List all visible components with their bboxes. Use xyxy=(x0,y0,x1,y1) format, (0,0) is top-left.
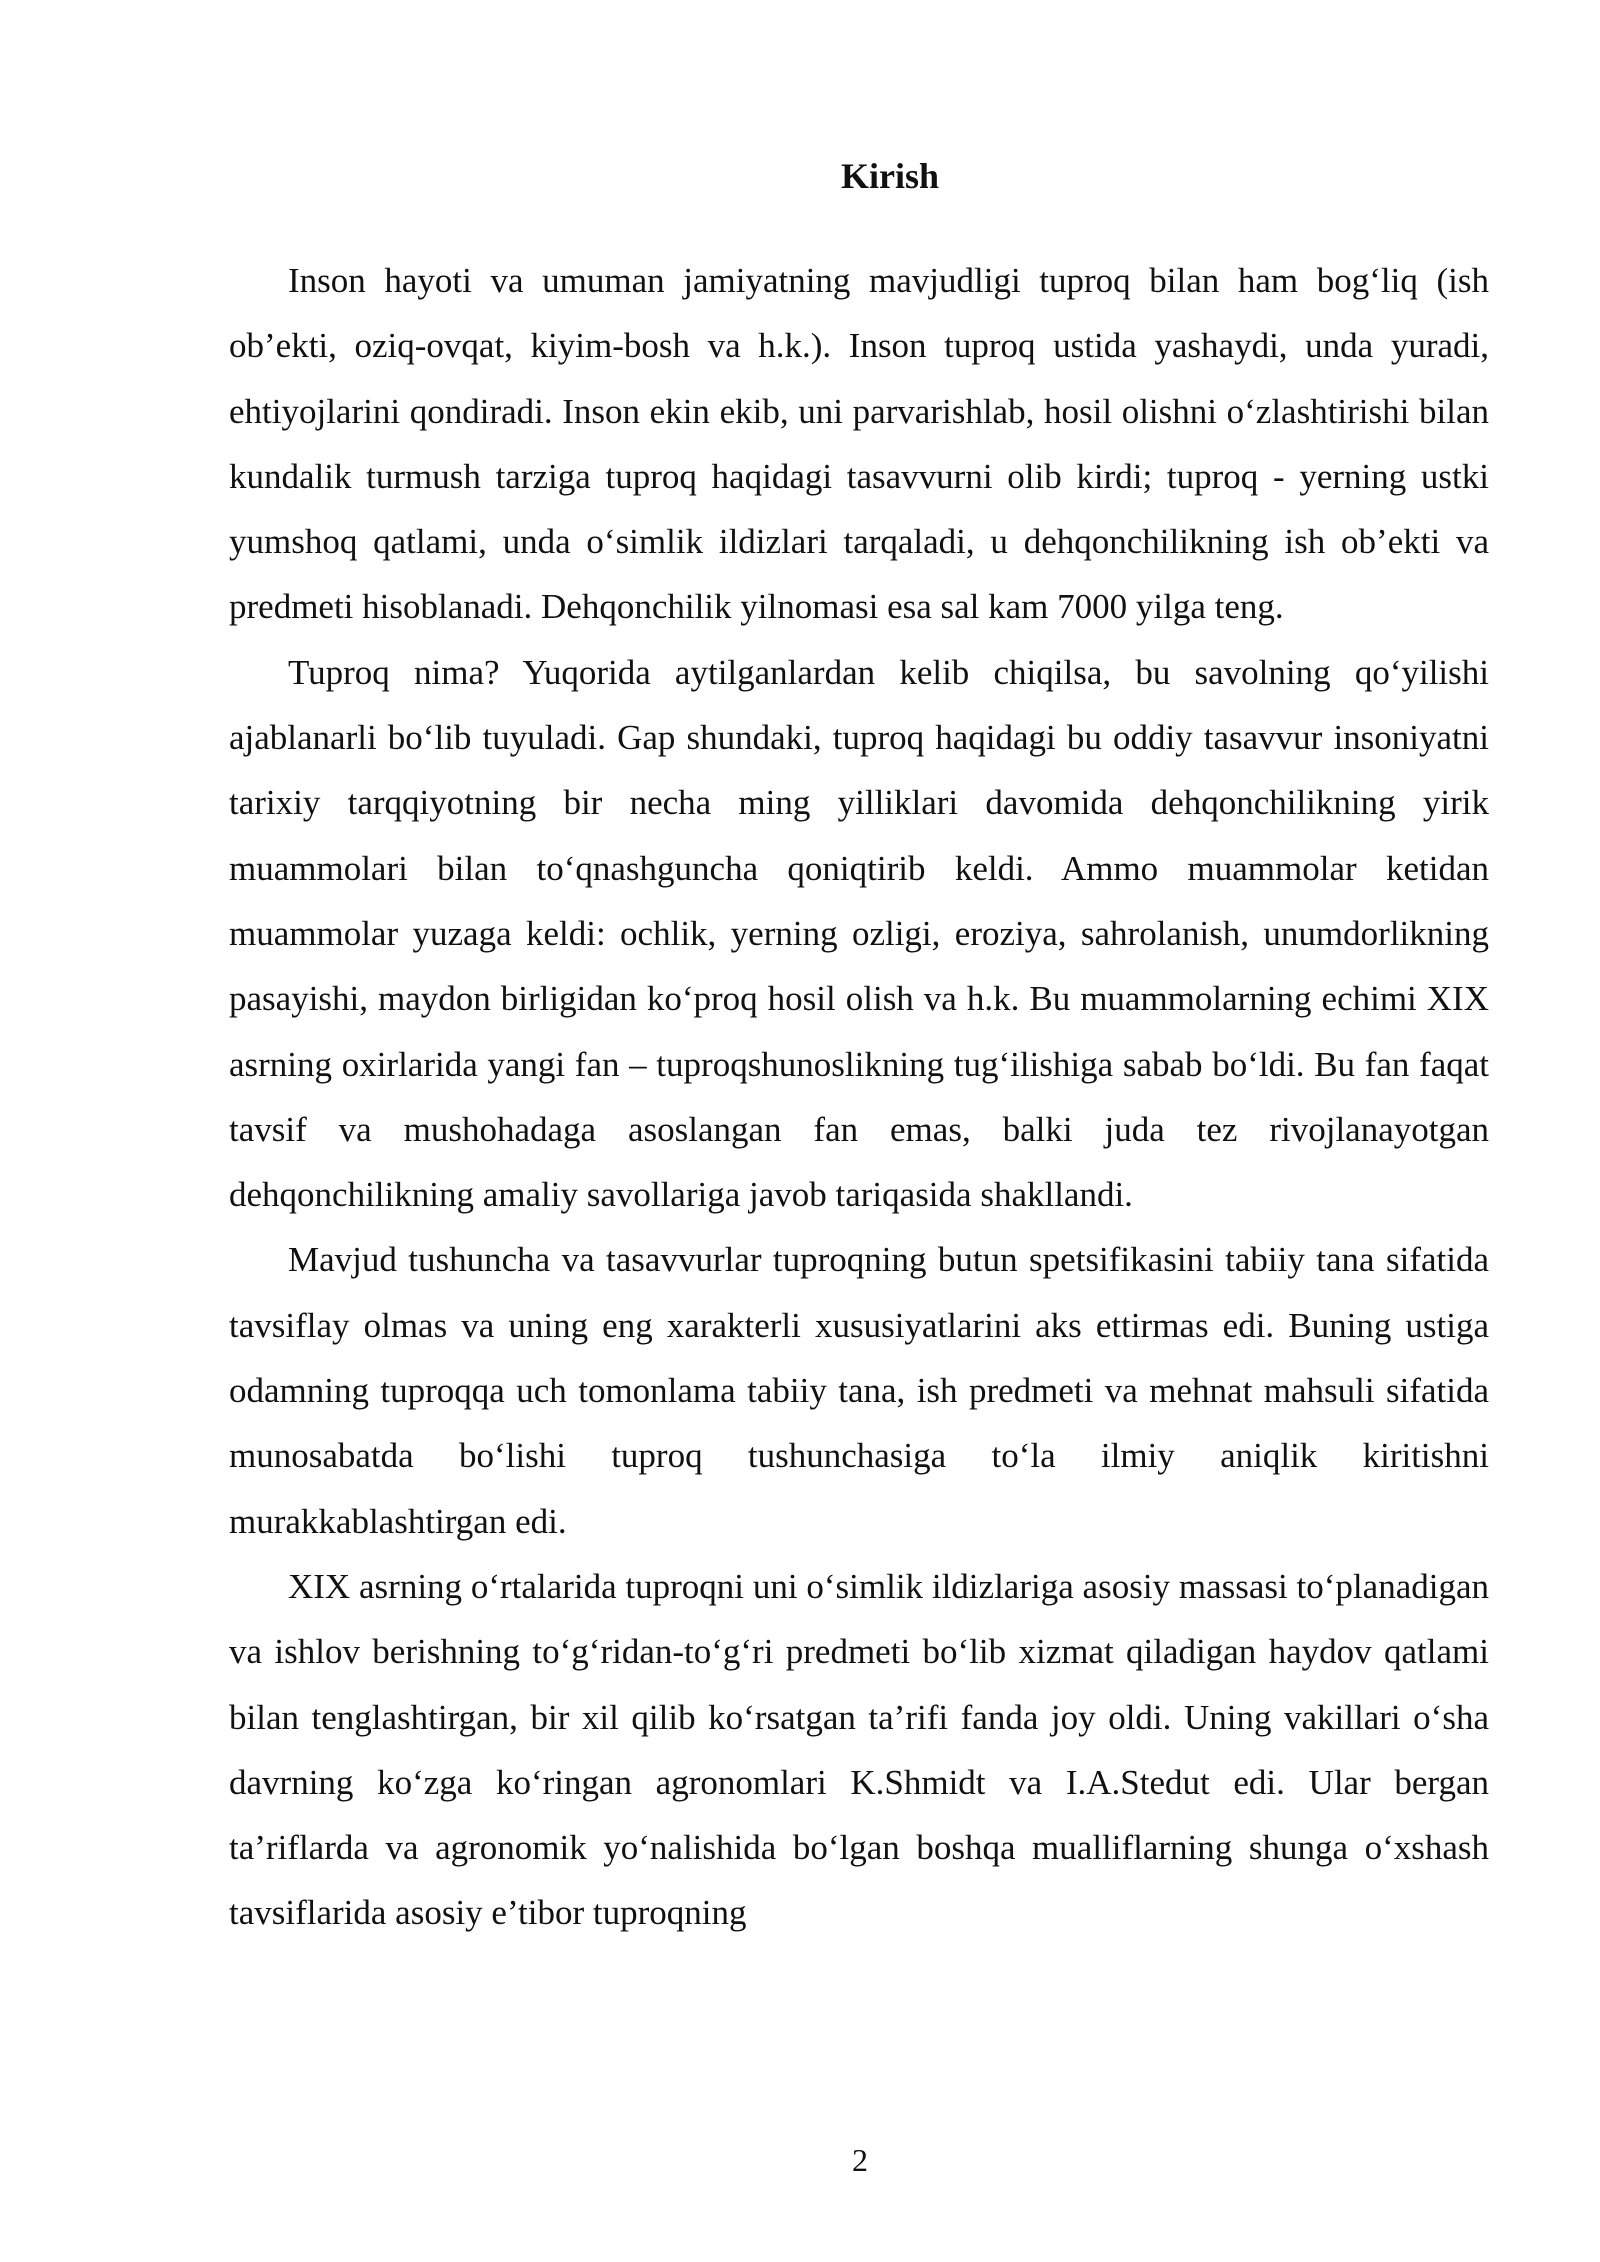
page-title: Kirish xyxy=(840,156,939,196)
paragraph-1: Inson hayoti va umuman jamiyatning mavjudligi tuproq bilan ham bog‘liq (ish ob’ekti, oziq-ovqat, kiyim-bosh va h.k.). Inson tuproq ustida yashaydi, unda yuradi, ehtiyojlarini qondiradi. Inson ekin ekib, uni parvarishlab, hosil olishni o‘zlashtirishi bilan kundalik turmush tarziga tuproq haqidagi tasavvurni olib kirdi; tuproq - yerning ustki yumshoq qatlami, unda o‘simlik ildizlari tarqaladi, u dehqonchilikning ish ob’ekti va predmeti hisoblanadi. Dehqonchilik yilnomasi esa sal kam 7000 yilga teng. xyxy=(229,261,1489,627)
paragraph-2: Tuproq nima? Yuqorida aytilganlardan kelib chiqilsa, bu savolning qo‘yilishi ajablanarli bo‘lib tuyuladi. Gap shundaki, tuproq haqidagi bu oddiy tasavvur insoniyatni tarixiy tarqqiyotning bir necha ming yilliklari davomida dehqonchilikning yirik muammolari bilan to‘qnashguncha qoniqtirib keldi. Ammo muammolar ketidan muammolar yuzaga keldi: ochlik, yerning ozligi, eroziya, sahrolanish, unumdorlikning pasayishi, maydon birligidan ko‘proq hosil olish va h.k. Bu muammolarning echimi XIX asrning oxirlarida yangi fan – tuproqshunoslikning tug‘ilishiga sabab bo‘ldi. Bu fan faqat tavsif va mushohadaga asoslangan fan emas, balki juda tez rivojlanayotgan dehqonchilikning amaliy savollariga javob tariqasida shakllandi. xyxy=(229,652,1489,1215)
body-text xyxy=(229,248,1489,1946)
paragraph-4: XIX asrning o‘rtalarida tuproqni uni o‘simlik ildizlariga asosiy massasi to‘planadigan va ishlov berishning to‘g‘ridan-to‘g‘ri predmeti bo‘lib xizmat qiladigan haydov qatlami bilan tenglashtirgan, bir xil qilib ko‘rsatgan ta’rifi fanda joy oldi. Uning vakillari o‘sha davrning ko‘zga ko‘ringan agronomlari K.Shmidt va I.A.Stedut edi. Ular bergan ta’riflarda va agronomik yo‘nalishida bo‘lgan boshqa mualliflarning shunga o‘xshash tavsiflarida asosiy e’tibor tuproqning xyxy=(229,1566,1489,1933)
paragraph-3: Mavjud tushuncha va tasavvurlar tuproqning butun spetsifikasini tabiiy tana sifatida tavsiflay olmas va uning eng xarakterli xususiyatlarini aks ettirmas edi. Buning ustiga odamning tuproqqa uch tomonlama tabiiy tana, ish predmeti va mehnat mahsuli sifatida munosabatda bo‘lishi tuproq tushunchasiga to‘la ilmiy aniqlik kiritishni murakkablashtirgan edi. xyxy=(229,1240,1489,1541)
page-number: 2 xyxy=(852,2142,868,2178)
